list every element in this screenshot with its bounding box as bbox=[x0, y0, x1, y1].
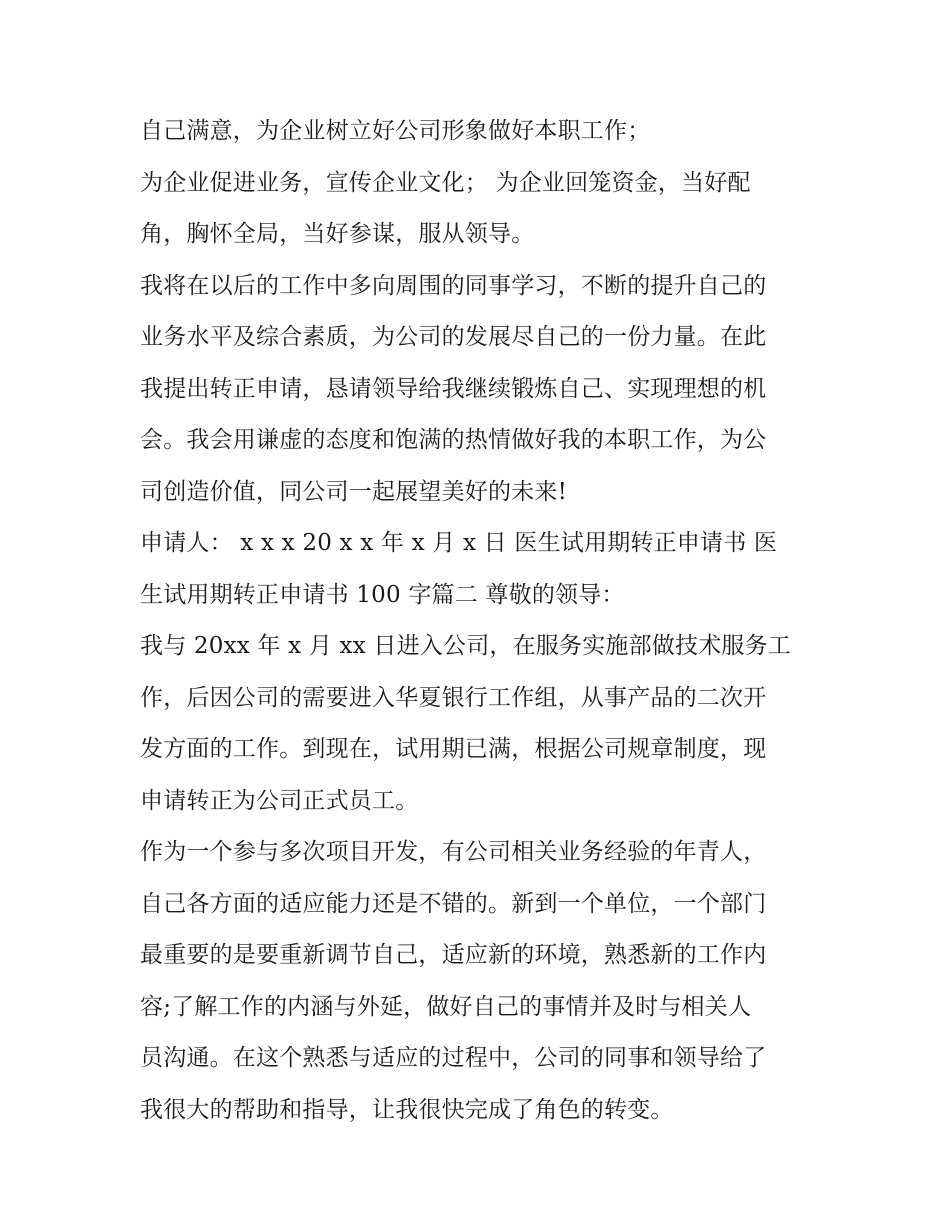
text-line-8: 司创造价值，同公司一起展望美好的未来! bbox=[140, 478, 568, 505]
text-line-13: 发方面的工作。到现在，试用期已满，根据公司规章制度，现 bbox=[140, 736, 767, 762]
text-line-3: 角，胸怀全局，当好参谋，服从领导。 bbox=[140, 221, 535, 247]
text-line-19: 员沟通。在这个熟悉与适应的过程中，公司的同事和领导给了 bbox=[140, 1045, 767, 1071]
text-line-11: 我与 20xx 年 x 月 xx 日进入公司，在服务实施部做技术服务工 bbox=[140, 633, 791, 659]
text-line-20: 我很大的帮助和指导，让我很快完成了角色的转变。 bbox=[140, 1096, 674, 1123]
text-line-1: 自己满意，为企业树立好公司形象做好本职工作； bbox=[140, 118, 651, 144]
text-line-5: 业务水平及综合素质，为公司的发展尽自己的一份力量。在此 bbox=[140, 324, 767, 350]
text-line-6: 我提出转正申请，恳请领导给我继续锻炼自己、实现理想的机 bbox=[140, 375, 767, 402]
text-line-9: 申请人： x x x 20 x x 年 x 月 x 日 医生试用期转正申请书 医 bbox=[140, 530, 778, 556]
text-line-4: 我将在以后的工作中多向周围的同事学习，不断的提升自己的 bbox=[140, 272, 767, 299]
text-line-16: 自己各方面的适应能力还是不错的。新到一个单位，一个部门 bbox=[140, 890, 767, 917]
text-line-7: 会。我会用谦虚的态度和饱满的热情做好我的本职工作，为公 bbox=[140, 427, 767, 453]
text-line-14: 申请转正为公司正式员工。 bbox=[140, 787, 419, 814]
text-line-12: 作，后因公司的需要进入华夏银行工作组，从事产品的二次开 bbox=[140, 684, 767, 711]
text-line-2: 为企业促进业务，宣传企业文化； 为企业回笼资金，当好配 bbox=[140, 169, 751, 196]
document-body bbox=[140, 106, 830, 1136]
text-line-17: 最重要的是要重新调节自己，适应新的环境，熟悉新的工作内 bbox=[140, 942, 767, 968]
text-line-15: 作为一个参与多次项目开发，有公司相关业务经验的年青人， bbox=[140, 839, 767, 865]
text-line-18: 容;了解工作的内涵与外延，做好自己的事情并及时与相关人 bbox=[140, 993, 752, 1020]
text-line-10: 生试用期转正申请书 100 字篇二 尊敬的领导： bbox=[140, 581, 625, 608]
